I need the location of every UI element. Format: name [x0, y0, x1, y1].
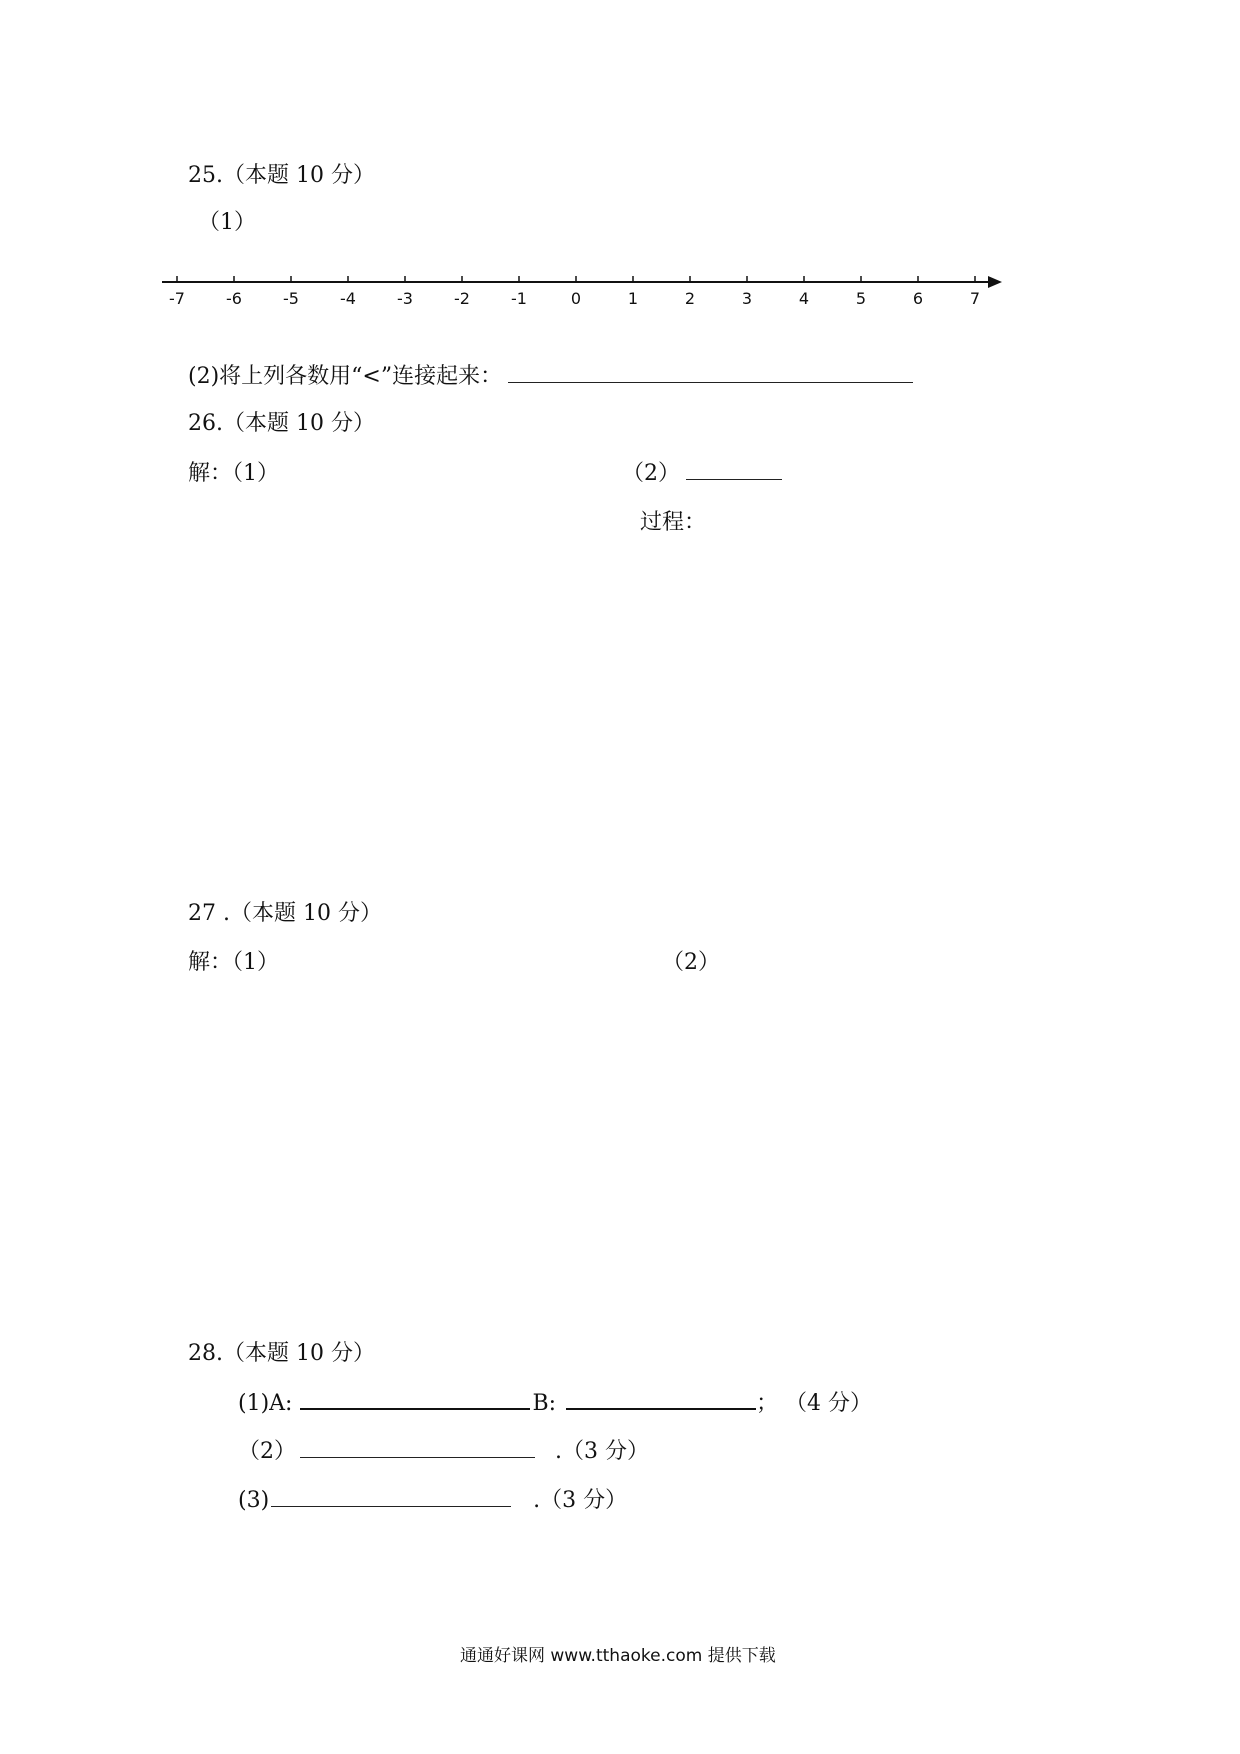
q25-part1-label: （1）: [198, 210, 256, 235]
q25-part2-label: (2)将上列各数用“<”连接起来：: [188, 364, 503, 389]
q25-part2: [188, 366, 913, 388]
number-line-tick-label: -3: [397, 289, 413, 308]
q28-a-label: (1)A:: [238, 1391, 293, 1416]
q26-process-label: 过程：: [640, 510, 707, 535]
number-line-tick-label: -6: [226, 289, 242, 308]
q28-a-blank[interactable]: [300, 1392, 530, 1410]
number-line-tick-label: 7: [969, 289, 981, 308]
number-line: [0, 254, 1240, 314]
q26-part1-label: 解：（1）: [188, 461, 279, 486]
q26-part2: [622, 463, 782, 485]
q28-line3: [238, 1490, 627, 1512]
number-line-tick-label: 5: [855, 289, 867, 308]
q27-part2-label: （2）: [662, 950, 720, 975]
q26-part2-label: （2）: [622, 461, 680, 486]
q28-b-blank[interactable]: [566, 1392, 756, 1410]
q26-answer-blank[interactable]: [686, 463, 782, 480]
q28-line3-blank[interactable]: [271, 1490, 511, 1507]
number-line-tick-label: -4: [340, 289, 356, 308]
q28-line1-score: ； （4 分）: [756, 1391, 873, 1416]
q28-line3-score: .（3 分）: [533, 1488, 628, 1513]
page-footer: 通通好课网 www.tthaoke.com 提供下载: [460, 1646, 776, 1666]
q28-b-label: B:: [532, 1391, 557, 1416]
q28-line1: [238, 1392, 872, 1415]
q25-header: 25.（本题 10 分）: [188, 163, 375, 188]
q28-line2-label: （2）: [238, 1439, 296, 1464]
number-line-tick-label: -1: [511, 289, 527, 308]
number-line-tick-label: 3: [741, 289, 753, 308]
number-line-arrow: [988, 276, 1002, 288]
number-line-tick-label: 0: [570, 289, 582, 308]
number-line-tick-label: -5: [283, 289, 299, 308]
number-line-tick-label: 2: [684, 289, 696, 308]
number-line-tick-label: 1: [627, 289, 639, 308]
number-line-tick-label: 6: [912, 289, 924, 308]
q27-header: 27 .（本题 10 分）: [188, 901, 382, 926]
number-line-tick-label: 4: [798, 289, 810, 308]
number-line-tick-label: -2: [454, 289, 470, 308]
q28-line2-score: .（3 分）: [555, 1439, 649, 1464]
q28-line2: [238, 1441, 649, 1463]
q28-line2-blank[interactable]: [300, 1441, 535, 1458]
q28-line3-label: (3): [238, 1488, 270, 1513]
q26-header: 26.（本题 10 分）: [188, 411, 375, 436]
q28-header: 28.（本题 10 分）: [188, 1341, 375, 1366]
number-line-tick-label: -7: [169, 289, 185, 308]
q27-part1-label: 解：（1）: [188, 950, 279, 975]
q25-answer-blank[interactable]: [508, 366, 913, 383]
